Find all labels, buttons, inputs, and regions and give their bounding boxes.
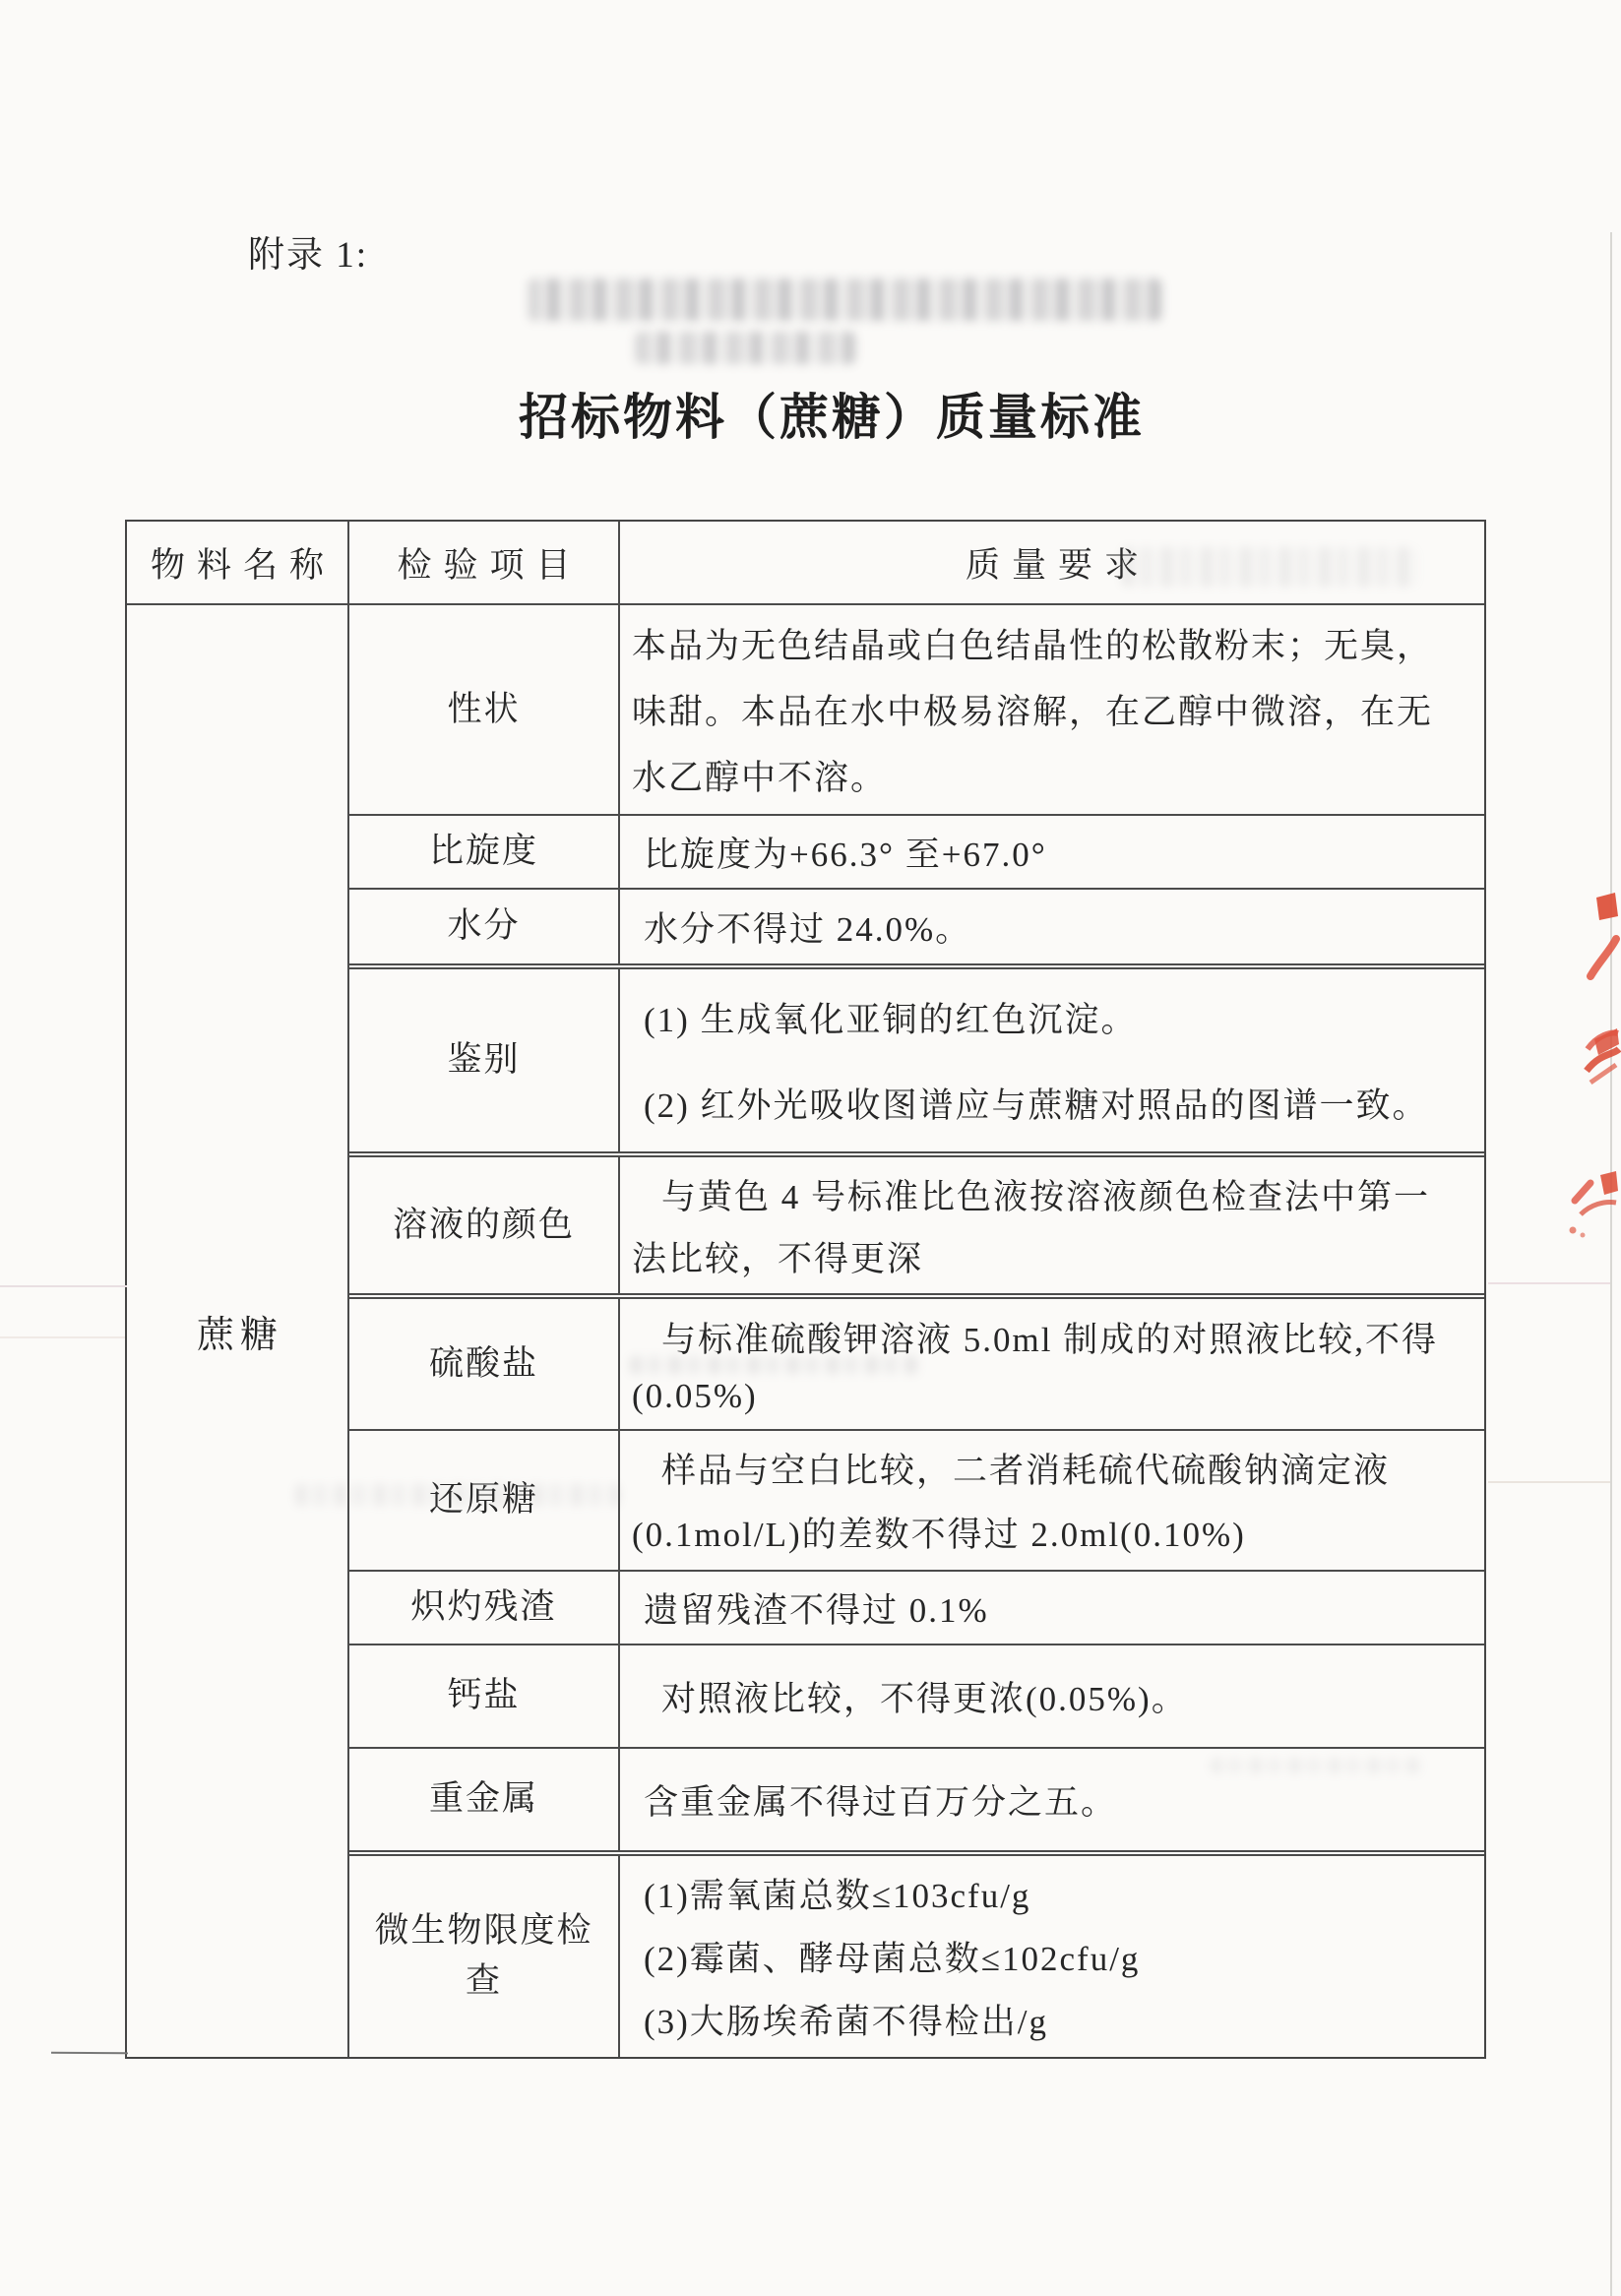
material-name-cell: 蔗糖 bbox=[127, 605, 349, 2057]
quality-requirement-cell bbox=[620, 1572, 1484, 1644]
quality-requirement-cell bbox=[620, 1431, 1484, 1570]
scan-artifact-line bbox=[1488, 1481, 1612, 1483]
red-ink-marks bbox=[1561, 884, 1621, 1258]
inspection-item-cell bbox=[349, 1749, 620, 1850]
table-row bbox=[349, 963, 1484, 1151]
inspection-item-cell bbox=[349, 605, 620, 814]
inspection-item-label: 查 bbox=[465, 1961, 502, 2000]
inspection-item-label: 鉴别 bbox=[447, 1040, 521, 1080]
quality-requirement-line: 水乙醇中不溶。 bbox=[632, 758, 888, 797]
bleedthrough-smudge bbox=[635, 332, 855, 364]
inspection-item-label: 水分 bbox=[447, 906, 521, 946]
quality-requirement-line: 含重金属不得过百万分之五。 bbox=[644, 1782, 1118, 1822]
scan-artifact-line bbox=[0, 1336, 125, 1338]
quality-requirement-line: 对照液比较，不得更浓(0.05%)。 bbox=[661, 1679, 1188, 1718]
inspection-item-cell bbox=[349, 969, 620, 1151]
inspection-item-label: 重金属 bbox=[428, 1779, 538, 1819]
quality-requirement-line: 与标准硫酸钾溶液 5.0ml 制成的对照液比较,不得 bbox=[661, 1320, 1438, 1359]
quality-standard-table bbox=[125, 520, 1486, 2059]
quality-requirement-line: (0.1mol/L)的差数不得过 2.0ml(0.10%) bbox=[632, 1515, 1246, 1554]
inspection-item-label: 微生物限度检 bbox=[374, 1911, 593, 1951]
table-row bbox=[349, 888, 1484, 963]
quality-requirement-line: (2) 红外光吸收图谱应与蔗糖对照品的图谱一致。 bbox=[644, 1086, 1429, 1125]
quality-requirement-cell bbox=[620, 1157, 1484, 1293]
quality-requirement-line: 水分不得过 24.0%。 bbox=[644, 909, 972, 949]
quality-requirement-cell bbox=[620, 890, 1484, 963]
inspection-item-cell bbox=[349, 816, 620, 888]
header-material-name: 物料名称 bbox=[127, 522, 349, 603]
bleedthrough-smudge bbox=[529, 279, 1161, 321]
inspection-item-label: 性状 bbox=[447, 689, 521, 728]
quality-requirement-cell bbox=[620, 816, 1484, 888]
appendix-label: 附录 1: bbox=[248, 235, 369, 276]
quality-requirement-line: 遗留残渣不得过 0.1% bbox=[644, 1590, 989, 1630]
quality-requirement-line: (1) 生成氧化亚铜的红色沉淀。 bbox=[644, 1001, 1138, 1040]
quality-requirement-cell bbox=[620, 605, 1484, 814]
table-body bbox=[127, 605, 1484, 2057]
bleedthrough-smudge bbox=[630, 1356, 920, 1374]
inspection-item-label: 炽灼残渣 bbox=[410, 1587, 557, 1627]
inspection-item-cell bbox=[349, 890, 620, 963]
quality-requirement-line: 与黄色 4 号标准比色液按溶液颜色检查法中第一 bbox=[661, 1177, 1431, 1216]
inspection-item-cell bbox=[349, 1572, 620, 1644]
inspection-item-cell bbox=[349, 1645, 620, 1747]
inspection-item-cell bbox=[349, 1157, 620, 1293]
table-row bbox=[349, 1644, 1484, 1747]
inspection-item-label: 硫酸盐 bbox=[428, 1343, 538, 1383]
table-row bbox=[349, 814, 1484, 888]
quality-requirement-line: (0.05%) bbox=[632, 1376, 758, 1415]
inspection-item-label: 还原糖 bbox=[428, 1480, 538, 1520]
quality-requirement-line: 味甜。本品在水中极易溶解，在乙醇中微溶，在无 bbox=[632, 692, 1434, 731]
quality-requirement-line: 本品为无色结晶或白色结晶性的松散粉末；无臭， bbox=[632, 627, 1434, 666]
quality-requirement-cell bbox=[620, 1856, 1484, 2057]
inspection-item-label: 比旋度 bbox=[428, 832, 538, 871]
scan-artifact-line bbox=[51, 2052, 128, 2055]
header-quality-requirement: 质量要求 bbox=[965, 545, 1151, 585]
quality-requirement-cell bbox=[620, 969, 1484, 1151]
header-inspection-item: 检验项目 bbox=[349, 522, 620, 603]
document-title: 招标物料（蔗糖）质量标准 bbox=[519, 390, 1145, 445]
inspection-item-cell bbox=[349, 1299, 620, 1429]
inspection-item-label: 溶液的颜色 bbox=[392, 1205, 575, 1244]
scan-artifact-line bbox=[0, 1285, 127, 1287]
bleedthrough-smudge bbox=[1122, 547, 1417, 587]
table-row bbox=[349, 1151, 1484, 1293]
quality-requirement-line: (1)需氧菌总数≤103cfu/g bbox=[644, 1877, 1031, 1915]
inspection-item-cell bbox=[349, 1856, 620, 2057]
table-rows bbox=[349, 605, 1484, 2057]
scan-artifact-line bbox=[1488, 1282, 1612, 1284]
table-row bbox=[349, 1570, 1484, 1644]
page-edge-line bbox=[1610, 232, 1612, 2296]
table-row bbox=[349, 1850, 1484, 2057]
quality-requirement-line: 法比较，不得更深 bbox=[632, 1239, 924, 1278]
bleedthrough-smudge bbox=[1211, 1758, 1422, 1773]
quality-requirement-line: 样品与空白比较，二者消耗硫代硫酸钠滴定液 bbox=[661, 1452, 1391, 1491]
quality-requirement-line: (2)霉菌、酵母菌总数≤102cfu/g bbox=[644, 1940, 1141, 1978]
inspection-item-label: 钙盐 bbox=[447, 1676, 521, 1715]
table-row bbox=[349, 605, 1484, 814]
quality-requirement-cell bbox=[620, 1645, 1484, 1747]
quality-requirement-line: (3)大肠埃希菌不得检出/g bbox=[644, 2003, 1049, 2041]
quality-requirement-line: 比旋度为+66.3° 至+67.0° bbox=[644, 835, 1047, 874]
bleedthrough-smudge bbox=[295, 1484, 620, 1506]
